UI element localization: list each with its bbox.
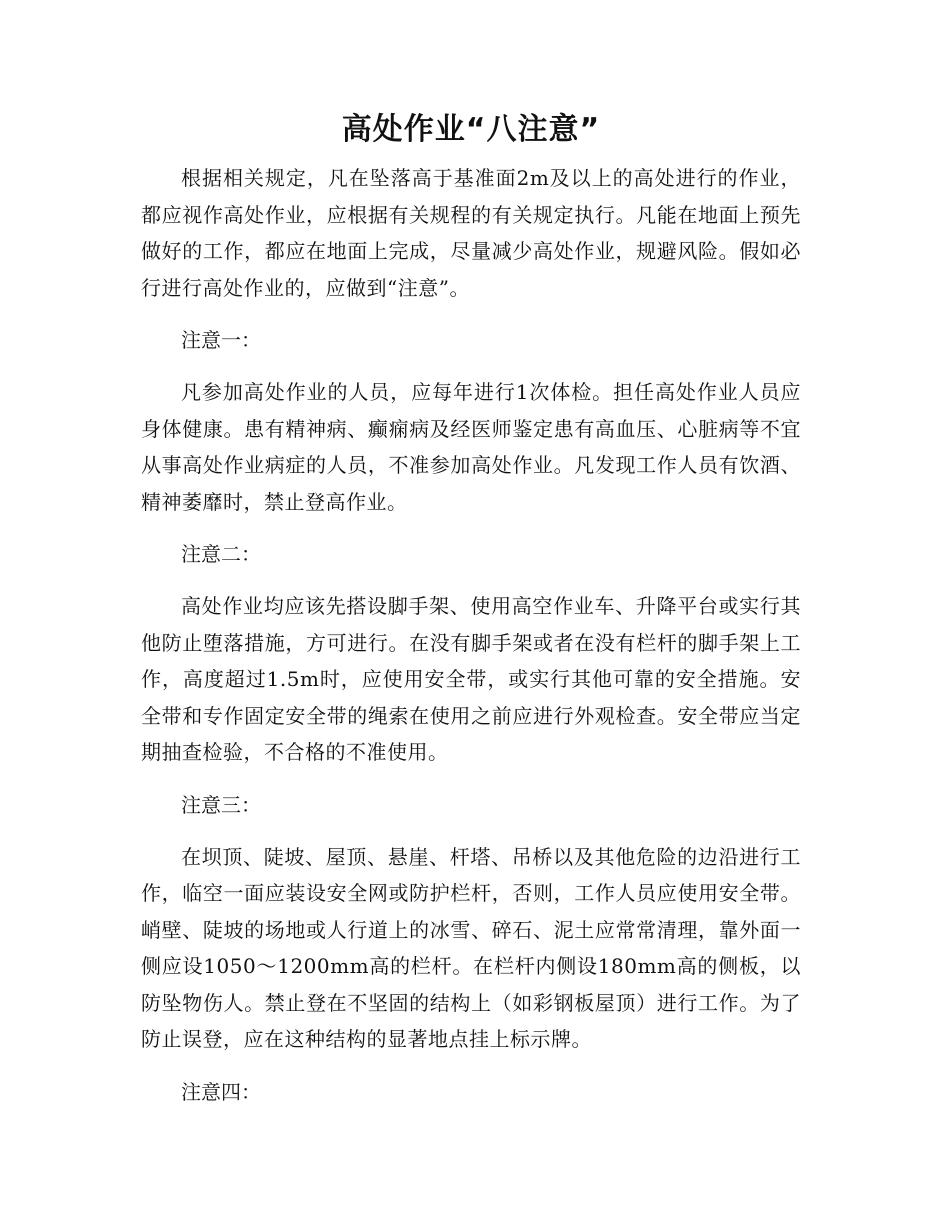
section-body-2: 高处作业均应该先搭设脚手架、使用高空作业车、升降平台或实行其他防止堕落措施，方可进行。在没有脚手架或者在没有栏杆的脚手架上工作，高度超过1.5m时，应使用安全带，或实行其他可靠的安全措施。安全带和专作固定安全带的绳索在使用之前应进行外观检查。安全带应当定期抽查检验，不合格的不准使用。 bbox=[141, 594, 801, 764]
document-page bbox=[141, 108, 801, 1126]
section-heading-3: 注意三： bbox=[181, 792, 261, 817]
section-body-3: 在坝顶、陡坡、屋顶、悬崖、杆塔、吊桥以及其他危险的边沿进行工作，临空一面应装设安全网或防护栏杆，否则，工作人员应使用安全带。峭壁、陡坡的场地或人行道上的冰雪、碎石、泥土应常常清理，靠外面一侧应设1050～1200mm高的栏杆。在栏杆内侧设180mm高的侧板，以防坠物伤人。禁止登在不坚固的结构上（如彩钢板屋顶）进行工作。为了防止误登，应在这种结构的显著地点挂上标示牌。 bbox=[141, 844, 801, 1051]
section-heading-2: 注意二： bbox=[181, 542, 261, 566]
section-body-1: 凡参加高处作业的人员，应每年进行1次体检。担任高处作业人员应身体健康。患有精神病、癫痫病及经医师鉴定患有高血压、心脏病等不宜从事高处作业病症的人员，不准参加高处作业。凡发现工作人员有饮酒、精神萎靡时，禁止登高作业。 bbox=[141, 380, 801, 514]
section-heading-1: 注意一： bbox=[181, 328, 261, 352]
document-title: 高处作业“八注意” bbox=[341, 112, 601, 147]
intro-paragraph: 根据相关规定，凡在坠落高于基准面2m及以上的高处进行的作业，都应视作高处作业，应根据有关规程的有关规定执行。凡能在地面上预先做好的工作，都应在地面上完成，尽量减少高处作业，规避风险。假如必行进行高处作业的，应做到“注意”。 bbox=[141, 166, 801, 300]
section-heading-4: 注意四： bbox=[181, 1079, 261, 1104]
